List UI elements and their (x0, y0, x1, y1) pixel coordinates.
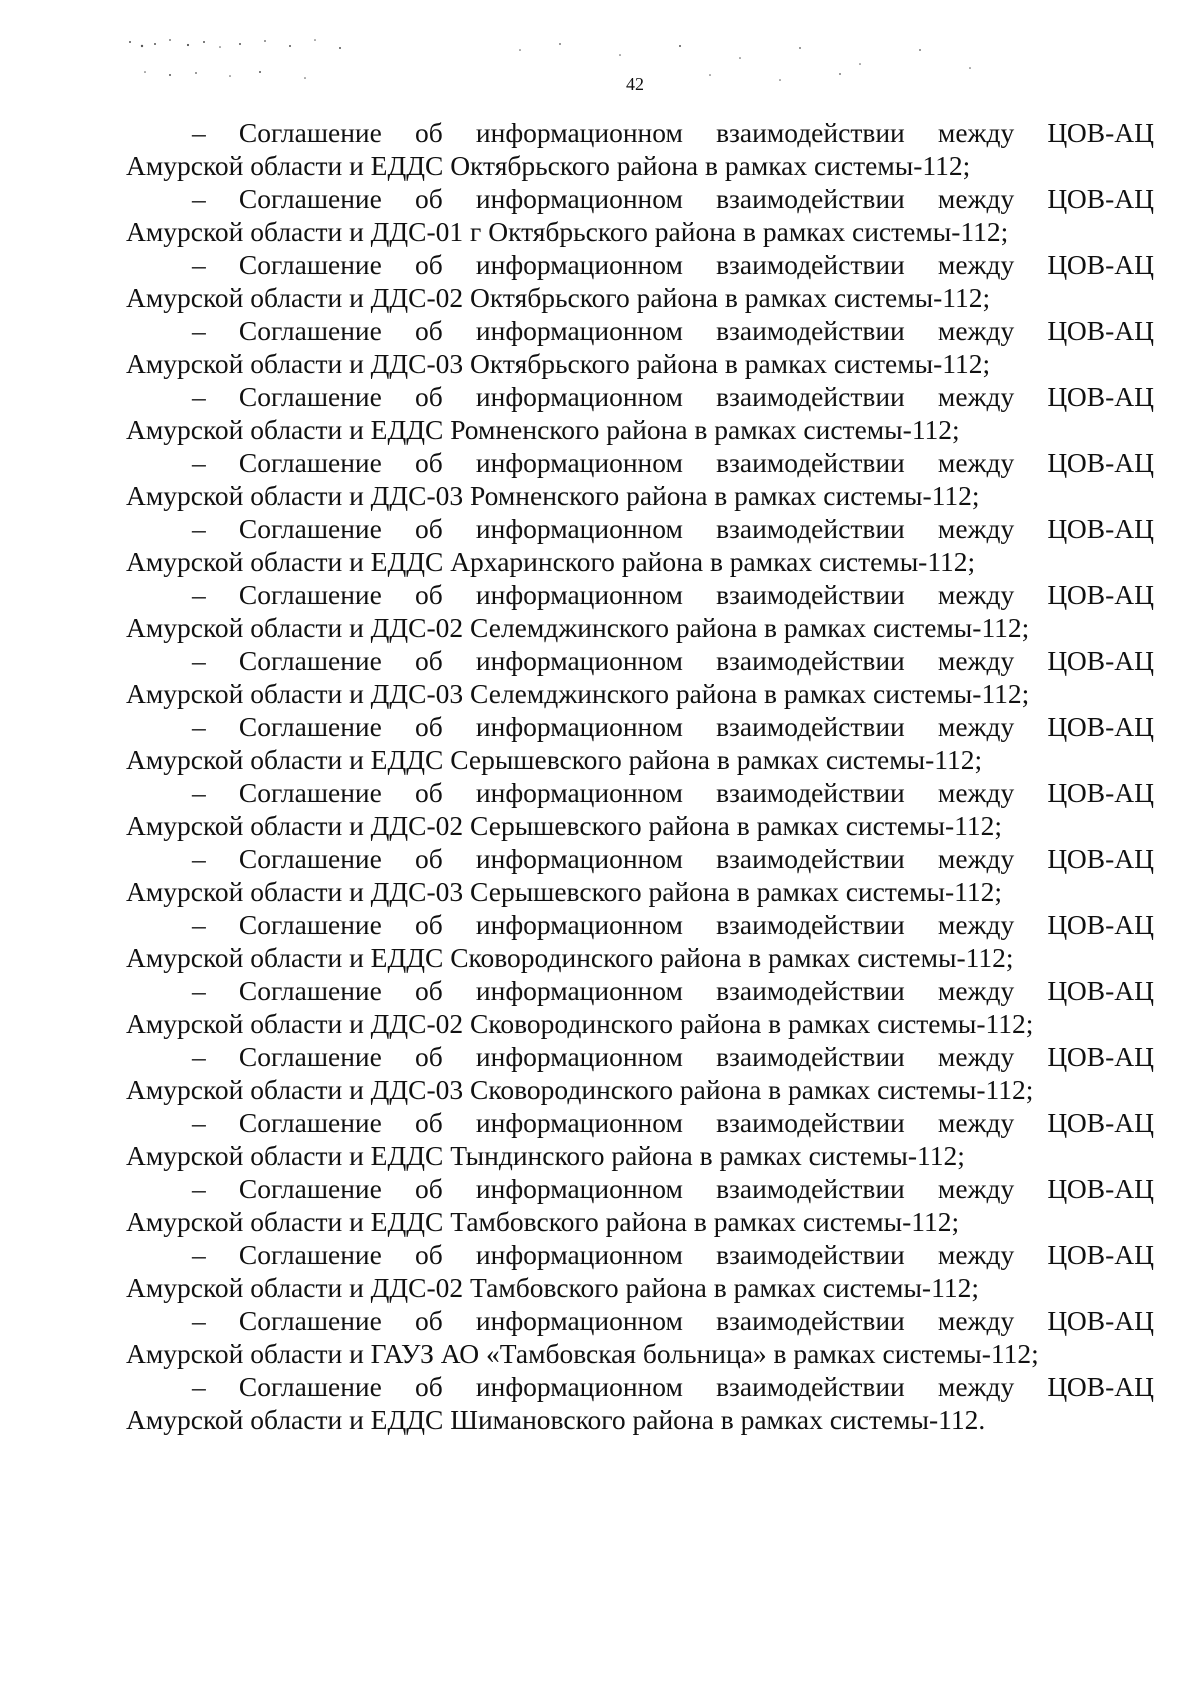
agreement-entry-line2: Амурской области и ДДС-03 Селемджинского района в рамках системы-112; (126, 678, 1030, 709)
agreement-entry-line2: Амурской области и ДДС-03 Сковородинского района в рамках системы-112; (126, 1074, 1034, 1105)
agreement-entry-line2: Амурской области и ЕДДС Серышевского района в рамках системы-112; (126, 744, 983, 775)
agreement-entry-line1: – Соглашение об информационном взаимодействии между ЦОВ-АЦ (192, 381, 1154, 412)
agreement-entry-line2: Амурской области и ДДС-02 Сковородинского района в рамках системы-112; (126, 1008, 1034, 1039)
agreement-entry-line1: – Соглашение об информационном взаимодействии между ЦОВ-АЦ (192, 843, 1154, 874)
agreement-entry (126, 116, 1154, 182)
agreement-entry-line2: Амурской области и ДДС-02 Серышевского района в рамках системы-112; (126, 810, 1002, 841)
agreement-entry-line1: – Соглашение об информационном взаимодействии между ЦОВ-АЦ (192, 513, 1154, 544)
page-number: 42 (626, 74, 644, 94)
agreement-entry-line1: – Соглашение об информационном взаимодействии между ЦОВ-АЦ (192, 315, 1154, 346)
agreement-entry-line2: Амурской области и ЕДДС Сковородинского района в рамках системы-112; (126, 942, 1014, 973)
agreement-entry-line2: Амурской области и ЕДДС Ромненского района в рамках системы-112; (126, 414, 960, 445)
agreement-entry-line1: – Соглашение об информационном взаимодействии между ЦОВ-АЦ (192, 1239, 1154, 1270)
agreement-entry-line2: Амурской области и ЕДДС Тындинского района в рамках системы-112; (126, 1140, 965, 1171)
agreement-entry (126, 1040, 1154, 1106)
agreement-entry-line1: – Соглашение об информационном взаимодействии между ЦОВ-АЦ (192, 777, 1154, 808)
agreement-entry (126, 842, 1154, 908)
agreement-entry-line2: Амурской области и ДДС-03 Серышевского района в рамках системы-112; (126, 876, 1002, 907)
agreement-entry (126, 512, 1154, 578)
agreement-entry-line1: – Соглашение об информационном взаимодействии между ЦОВ-АЦ (192, 1107, 1154, 1138)
agreement-entry (126, 1304, 1154, 1370)
agreement-entry-line1: – Соглашение об информационном взаимодействии между ЦОВ-АЦ (192, 447, 1154, 478)
agreement-entry-line1: – Соглашение об информационном взаимодействии между ЦОВ-АЦ (192, 909, 1154, 940)
agreement-entry-line1: – Соглашение об информационном взаимодействии между ЦОВ-АЦ (192, 1173, 1154, 1204)
agreement-entry-line2: Амурской области и ГАУЗ АО «Тамбовская больница» в рамках системы-112; (126, 1338, 1039, 1369)
agreement-entry-line1: – Соглашение об информационном взаимодействии между ЦОВ-АЦ (192, 645, 1154, 676)
agreement-entry-line1: – Соглашение об информационном взаимодействии между ЦОВ-АЦ (192, 711, 1154, 742)
agreement-entry-line1: – Соглашение об информационном взаимодействии между ЦОВ-АЦ (192, 183, 1154, 214)
agreement-entry (126, 1370, 1154, 1436)
agreement-entry-line2: Амурской области и ДДС-03 Ромненского района в рамках системы-112; (126, 480, 980, 511)
agreement-entry-line2: Амурской области и ДДС-03 Октябрьского района в рамках системы-112; (126, 348, 991, 379)
agreement-entry (126, 182, 1154, 248)
agreement-entry (126, 908, 1154, 974)
agreement-entry (126, 314, 1154, 380)
agreement-entry (126, 776, 1154, 842)
document-body (126, 116, 1154, 1436)
agreement-entry-line1: – Соглашение об информационном взаимодействии между ЦОВ-АЦ (192, 1041, 1154, 1072)
agreement-entry (126, 446, 1154, 512)
agreement-entry (126, 1172, 1154, 1238)
agreement-entry-line1: – Соглашение об информационном взаимодействии между ЦОВ-АЦ (192, 579, 1154, 610)
agreement-entry (126, 644, 1154, 710)
agreement-entry (126, 248, 1154, 314)
agreement-entry-line1: – Соглашение об информационном взаимодействии между ЦОВ-АЦ (192, 249, 1154, 280)
agreement-entry (126, 1106, 1154, 1172)
agreement-entry-line2: Амурской области и ЕДДС Шимановского района в рамках системы-112. (126, 1404, 986, 1435)
agreement-entry-line2: Амурской области и ДДС-02 Селемджинского района в рамках системы-112; (126, 612, 1030, 643)
agreement-entry-line2: Амурской области и ЕДДС Октябрьского района в рамках системы-112; (126, 150, 971, 181)
agreement-entry (126, 710, 1154, 776)
agreement-entry-line1: – Соглашение об информационном взаимодействии между ЦОВ-АЦ (192, 117, 1154, 148)
agreement-entry-line1: – Соглашение об информационном взаимодействии между ЦОВ-АЦ (192, 1371, 1154, 1402)
agreement-entry (126, 578, 1154, 644)
agreement-entry-line2: Амурской области и ДДС-02 Октябрьского района в рамках системы-112; (126, 282, 991, 313)
agreement-entry-line2: Амурской области и ЕДДС Архаринского района в рамках системы-112; (126, 546, 976, 577)
agreement-entry (126, 974, 1154, 1040)
agreement-entry (126, 1238, 1154, 1304)
agreement-entry-line2: Амурской области и ДДС-02 Тамбовского района в рамках системы-112; (126, 1272, 979, 1303)
agreement-entry-line1: – Соглашение об информационном взаимодействии между ЦОВ-АЦ (192, 975, 1154, 1006)
agreement-entry-line1: – Соглашение об информационном взаимодействии между ЦОВ-АЦ (192, 1305, 1154, 1336)
agreement-entry-line2: Амурской области и ЕДДС Тамбовского района в рамках системы-112; (126, 1206, 960, 1237)
agreement-entry (126, 380, 1154, 446)
agreement-entry-line2: Амурской области и ДДС-01 г Октябрьского района в рамках системы-112; (126, 216, 1009, 247)
